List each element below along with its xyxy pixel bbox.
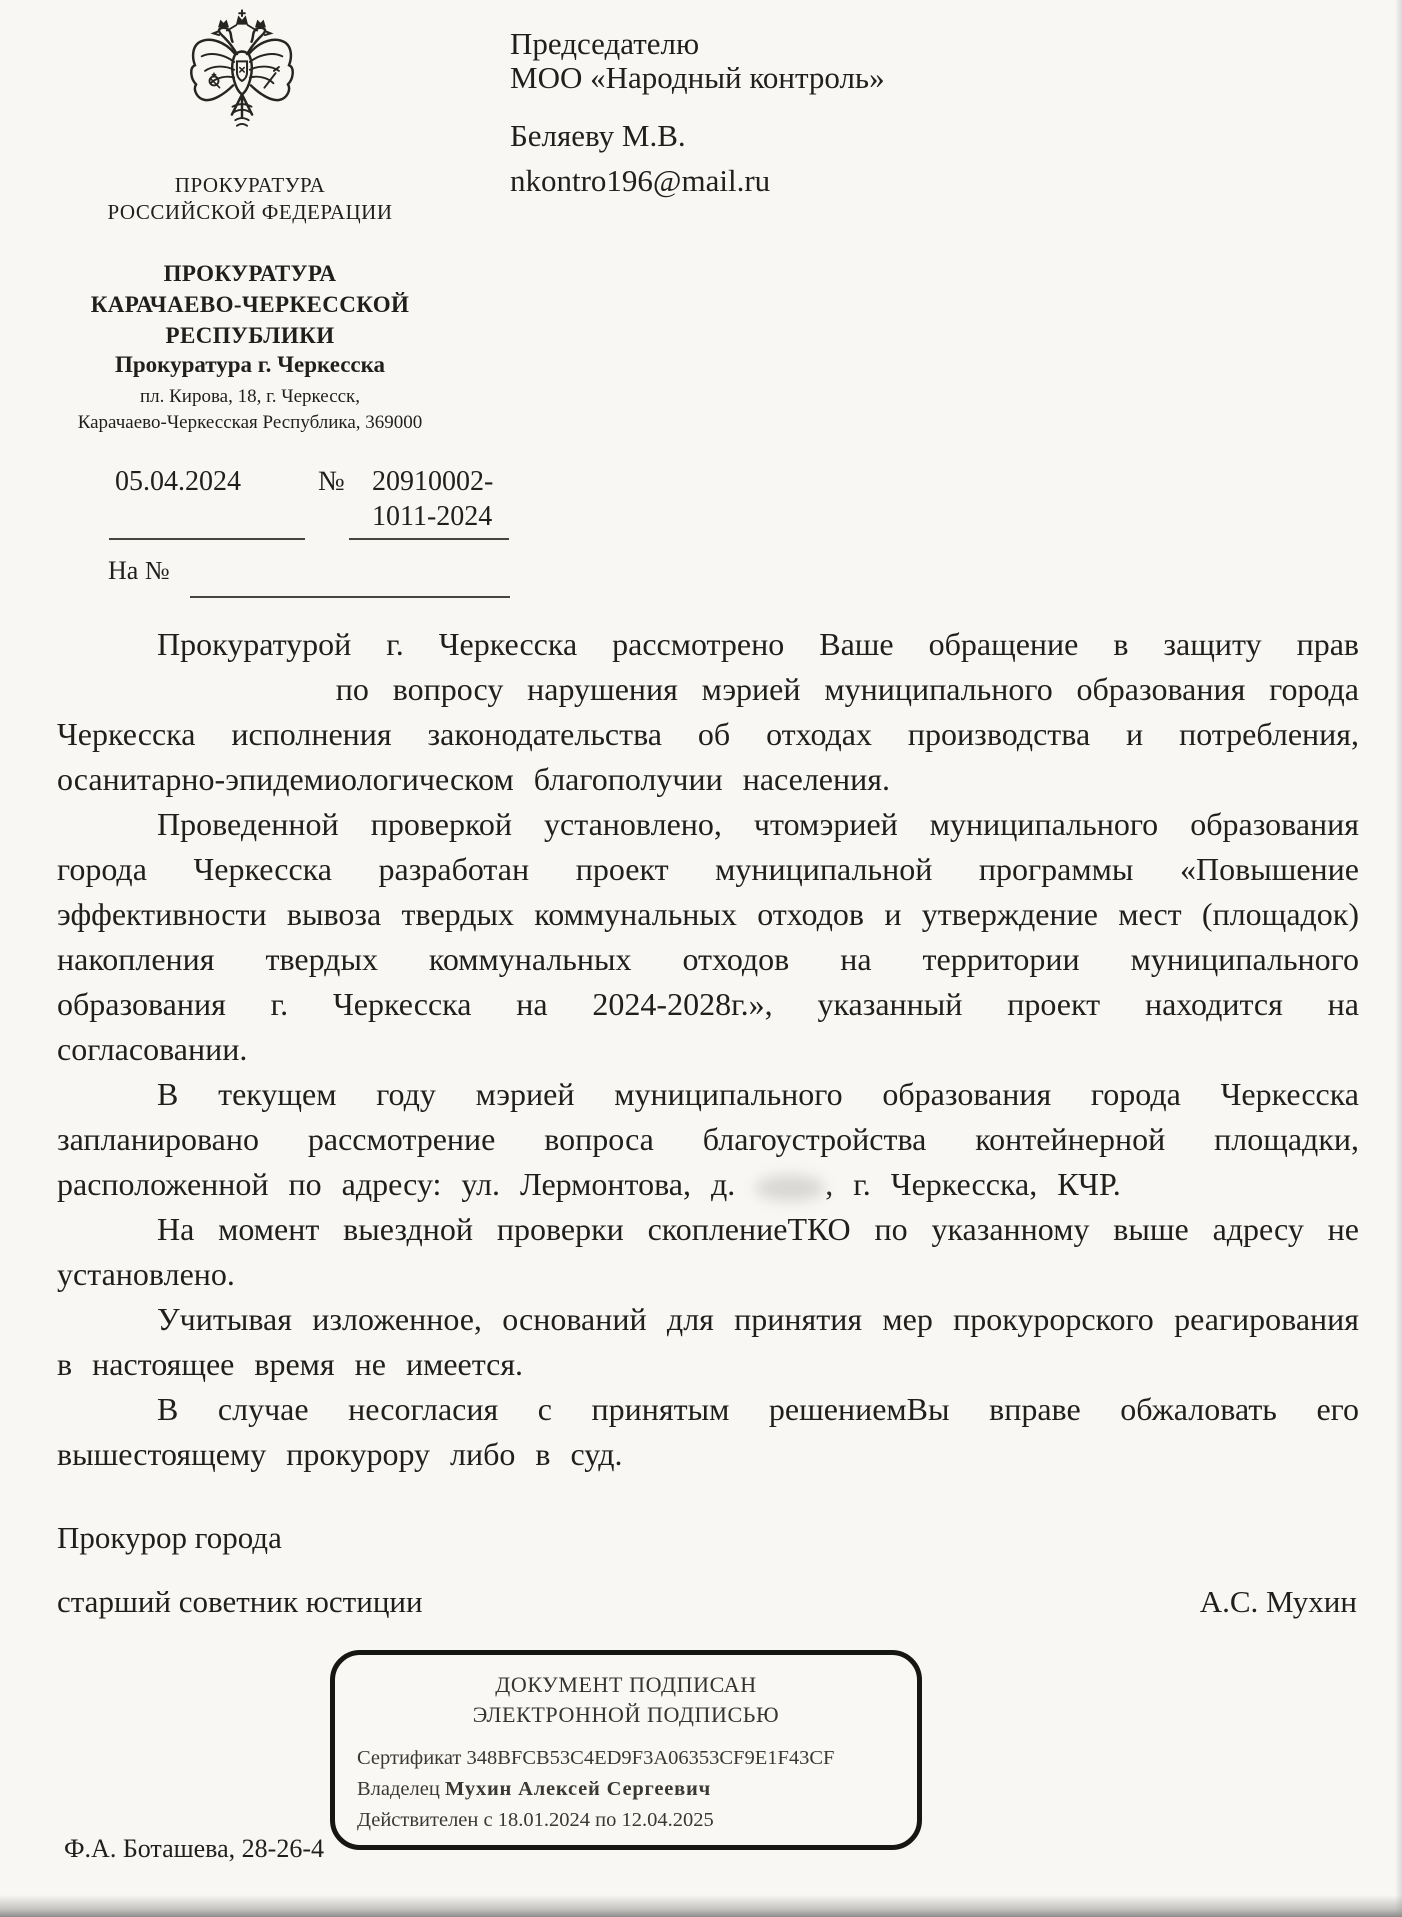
header-line: РЕСПУБЛИКИ bbox=[165, 323, 335, 348]
document-number-line1: 20910002- bbox=[372, 466, 494, 497]
body-paragraph: Проведенной проверкой установлено, чтомэрией муниципального образования города Черкесска разработан проект муниципальной программы «Повышение эффективности вывоза твердых коммунальных отходов и утверждение мест (площадок) накопления твердых коммунальных отходов на территории муниципального образования г. Черкесска на 2024-2028г.», указанный проект находится на согласовании. bbox=[57, 806, 1359, 1067]
electronic-signature-stamp bbox=[330, 1650, 922, 1850]
signer-name: А.С. Мухин bbox=[1199, 1584, 1357, 1619]
header-line: РОССИЙСКОЙ ФЕДЕРАЦИИ bbox=[107, 200, 393, 224]
address-line: пл. Кирова, 18, г. Черкесск, bbox=[139, 386, 361, 407]
certificate-value: 348BFCB53C4ED9F3A06353CF9E1F43CF bbox=[466, 1747, 835, 1769]
reply-to-underline bbox=[190, 596, 510, 598]
stamp-title-line: ДОКУМЕНТ ПОДПИСАН bbox=[495, 1672, 757, 1697]
recipient-name: Беляеву М.В. bbox=[510, 118, 686, 153]
stamp-title-line: ЭЛЕКТРОННОЙ ПОДПИСЬЮ bbox=[472, 1702, 780, 1727]
recipient-email: nkontro196@mail.ru bbox=[510, 163, 771, 198]
stamp-validity-line: Действителен с 18.01.2024 по 12.04.2025 bbox=[357, 1809, 714, 1831]
signer-position-line1: Прокурор города bbox=[57, 1520, 282, 1555]
redaction-smudge bbox=[755, 1175, 825, 1201]
double-headed-eagle-icon bbox=[186, 8, 298, 136]
signer-position-line2: старший советник юстиции bbox=[57, 1584, 423, 1619]
stamp-certificate-line bbox=[357, 1743, 917, 1774]
reply-to-label: На № bbox=[108, 556, 170, 585]
body-paragraph: Учитывая изложенное, оснований для принятия мер прокурорского реагирования в настоящее время не имеется. bbox=[57, 1301, 1359, 1382]
document-number-line2: 1011-2024 bbox=[372, 501, 493, 532]
body-paragraph: Прокуратурой г. Черкесска рассмотрено Ваше обращение в защиту прав по вопросу нарушения мэрией муниципального образования города Черкесска исполнения законодательства об отходах производства и потребления, осанитарно-эпидемиологическом благополучии населения. bbox=[57, 626, 1359, 797]
scan-edge-bottom bbox=[0, 1895, 1402, 1917]
city-prosecutor-header: Прокуратура г. Черкесска bbox=[114, 352, 386, 377]
owner-name: Мухин Алексей Сергеевич bbox=[444, 1778, 712, 1800]
executor-contact: Ф.А. Боташева, 28-26-4 bbox=[64, 1834, 324, 1863]
stamp-title bbox=[335, 1670, 917, 1730]
body-paragraph: В случае несогласия с принятым решениемВы вправе обжаловать его вышестоящему прокурору либо в суд. bbox=[57, 1391, 1359, 1472]
date-underline bbox=[109, 538, 305, 540]
document-date: 05.04.2024 bbox=[115, 466, 241, 497]
header-line: ПРОКУРАТУРА bbox=[163, 261, 337, 286]
number-underline bbox=[349, 538, 509, 540]
scan-edge-right bbox=[1395, 0, 1402, 1917]
number-sign: № bbox=[318, 466, 345, 497]
owner-label: Владелец bbox=[357, 1778, 445, 1800]
federal-prosecutor-header bbox=[40, 172, 460, 226]
body-paragraph: В текущем году мэрией муниципального образования города Черкесска запланировано рассмотрение вопроса благоустройства контейнерной площадки, расположенной по адресу: ул. Лермонтова, д. , г. Черкесска, КЧР. bbox=[57, 1076, 1359, 1202]
recipient-title: Председателю bbox=[510, 26, 700, 61]
redacted-gap bbox=[57, 699, 312, 700]
address-line: Карачаево-Черкесская Республика, 369000 bbox=[77, 412, 423, 433]
letterhead-address bbox=[40, 384, 460, 436]
regional-prosecutor-header bbox=[40, 258, 460, 351]
recipient-organization: МОО «Народный контроль» bbox=[510, 60, 885, 95]
body-text bbox=[57, 622, 1359, 1477]
body-paragraph: На момент выездной проверки скоплениеТКО по указанному выше адресу не установлено. bbox=[57, 1211, 1359, 1292]
header-line: ПРОКУРАТУРА bbox=[174, 173, 326, 197]
header-line: КАРАЧАЕВО-ЧЕРКЕССКОЙ bbox=[90, 292, 410, 317]
stamp-owner-line bbox=[357, 1774, 917, 1805]
certificate-label: Сертификат bbox=[357, 1747, 467, 1769]
stamp-details bbox=[357, 1743, 917, 1836]
